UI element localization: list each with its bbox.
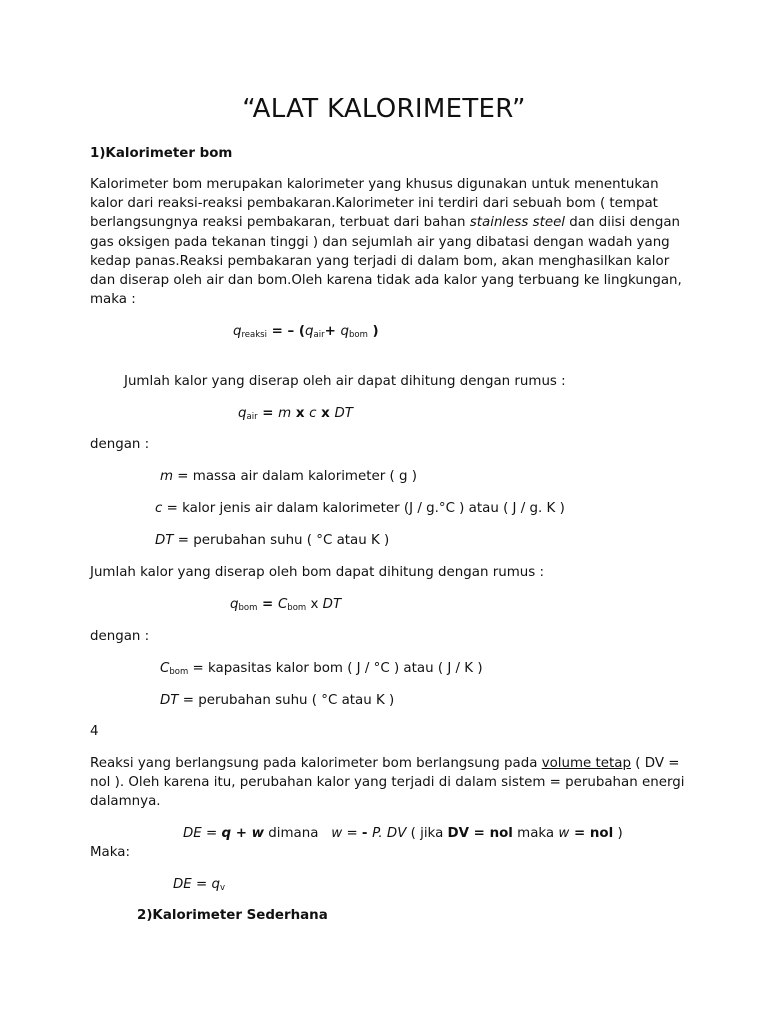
- definition-dt-1: DT = perubahan suhu ( °C atau K ): [155, 533, 390, 548]
- section-1-heading: 1)Kalorimeter bom: [90, 146, 233, 161]
- equation-q-bom: qbom = Cbom x DT: [230, 597, 342, 613]
- page-title: “ALAT KALORIMETER”: [242, 94, 526, 124]
- bom-intro-text: Jumlah kalor yang diserap oleh bom dapat dihitung dengan rumus :: [90, 565, 544, 580]
- equation-de: DE = q + w dimana w = - P. DV ( jika DV = nol maka w = nol ): [183, 826, 623, 841]
- section-2-heading: 2)Kalorimeter Sederhana: [137, 908, 328, 923]
- dengan-label-2: dengan :: [90, 629, 150, 644]
- equation-q-air: qair = m x c x DT: [238, 406, 353, 422]
- definition-dt-2: DT = perubahan suhu ( °C atau K ): [160, 693, 395, 708]
- air-intro-text: Jumlah kalor yang diserap oleh air dapat dihitung dengan rumus :: [124, 374, 566, 389]
- volume-tetap-paragraph: Reaksi yang berlangsung pada kalorimeter bom berlangsung pada volume tetap ( DV = nol ). Oleh karena itu, perubahan kalor yang terjadi di dalam sistem = perubahan energi dalamnya.: [90, 756, 685, 810]
- definition-c: c = kalor jenis air dalam kalorimeter (J / g.°C ) atau ( J / g. K ): [155, 501, 565, 516]
- page-number: 4: [90, 724, 99, 739]
- maka-label: Maka:: [90, 845, 130, 860]
- dengan-label-1: dengan :: [90, 437, 150, 452]
- definition-c-bom: Cbom = kapasitas kalor bom ( J / °C ) atau ( J / K ): [160, 661, 483, 677]
- section-1-paragraph: Kalorimeter bom merupakan kalorimeter yang khusus digunakan untuk menentukan kalor dari reaksi-reaksi pembakaran.Kalorimeter ini terdiri dari sebuah bom ( tempat berlangsungnya reaksi pembakaran, terbuat dari bahan stainless steel dan diisi dengan gas oksigen pada tekanan tinggi ) dan sejumlah air yang dibatasi dengan wadah yang kedap panas.Reaksi pembakaran yang terjadi di dalam bom, akan menghasilkan kalor dan diserap oleh air dan bom.Oleh karena tidak ada kalor yang terbuang ke lingkungan, maka :: [90, 177, 682, 308]
- equation-q-reaksi: qreaksi = – (qair+ qbom ): [233, 324, 379, 340]
- definition-m: m = massa air dalam kalorimeter ( g ): [160, 469, 417, 484]
- equation-de-qv: DE = qv: [173, 877, 226, 893]
